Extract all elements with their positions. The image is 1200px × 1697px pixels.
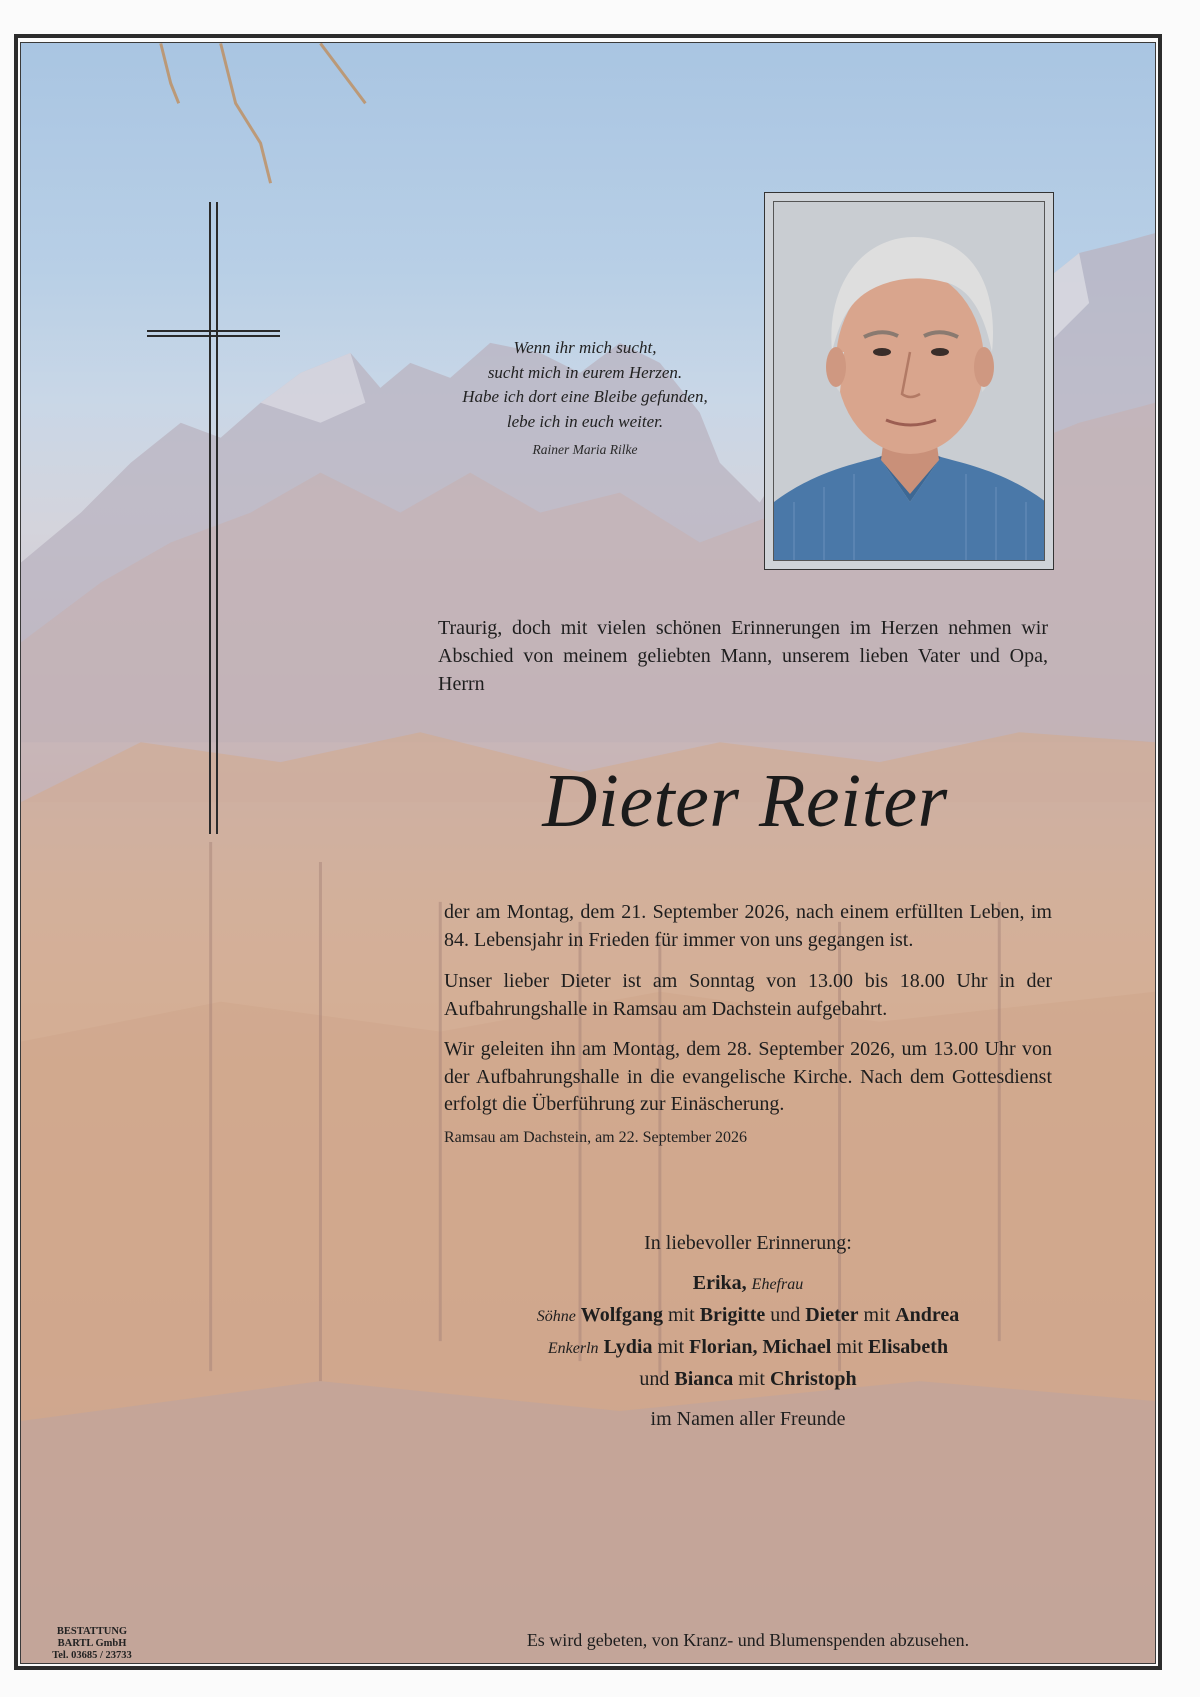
mourners-heading: In liebevoller Erinnerung: xyxy=(644,1232,852,1254)
son-partner: Brigitte xyxy=(699,1304,766,1326)
connector: und xyxy=(639,1368,670,1390)
cross-beam xyxy=(147,330,280,332)
portrait-photo xyxy=(773,201,1045,561)
mourner-sons xyxy=(444,1300,1052,1332)
portrait-illustration xyxy=(774,202,1045,561)
undertaker-imprint xyxy=(40,1626,144,1662)
poem-line: Habe ich dort eine Bleibe gefunden, xyxy=(462,387,708,406)
grandchild-partner: Christoph xyxy=(769,1368,857,1390)
grandchild-name: Lydia xyxy=(603,1336,653,1358)
mourner-grandchildren xyxy=(444,1332,1052,1364)
wife-relation: Ehefrau xyxy=(751,1276,804,1293)
portrait-frame xyxy=(764,192,1054,570)
connector: mit xyxy=(657,1336,685,1358)
poem-line: Wenn ihr mich sucht, xyxy=(513,338,657,357)
flower-donation-note: Es wird gebeten, von Kranz- und Blumenspenden abzusehen. xyxy=(526,1630,970,1650)
grandchild-name: Bianca xyxy=(674,1368,734,1390)
funeral-info: Wir geleiten ihn am Montag, dem 28. September 2026, um 13.00 Uhr von der Aufbahrungshalle in die evangelische Kirche. Nach dem Gottesdienst erfolgt die Überführung zur Einäscherung. xyxy=(444,1038,1052,1115)
son-partner: Andrea xyxy=(895,1304,960,1326)
memorial-poem xyxy=(420,336,750,434)
sons-relation: Söhne xyxy=(536,1308,576,1325)
mourners-block xyxy=(444,1228,1052,1434)
poem-line: lebe ich in euch weiter. xyxy=(506,411,664,431)
grandchild-partner: Elisabeth xyxy=(868,1336,949,1358)
connector: mit xyxy=(668,1304,695,1326)
intro-text: Traurig, doch mit vielen schönen Erinnerungen im Herzen nehmen wir Abschied von meinem geliebten Mann, unserem lieben Vater und Opa, Herrn xyxy=(438,617,1048,695)
connector: und xyxy=(770,1304,801,1326)
grandchild-name: Michael xyxy=(762,1336,832,1358)
grandchild-partner: Florian, xyxy=(689,1336,758,1358)
mourner-grandchildren-cont xyxy=(444,1364,1052,1394)
cross-beam-stroke xyxy=(147,335,280,337)
connector: mit xyxy=(738,1368,765,1390)
poem-author: Rainer Maria Rilke xyxy=(532,442,638,457)
mourner-wife xyxy=(444,1268,1052,1300)
son-name: Wolfgang xyxy=(580,1304,664,1326)
grandchildren-relation: Enkerln xyxy=(547,1340,599,1357)
place-and-date: Ramsau am Dachstein, am 22. September 2026 xyxy=(444,1129,748,1146)
cross-icon-stroke xyxy=(216,202,218,834)
undertaker-name: BARTL GmbH xyxy=(57,1638,127,1649)
wife-name: Erika, xyxy=(692,1272,747,1294)
son-name: Dieter xyxy=(805,1304,859,1326)
poem-line: sucht mich in eurem Herzen. xyxy=(487,362,683,382)
mourners-friends: im Namen aller Freunde xyxy=(650,1408,846,1430)
connector: mit xyxy=(836,1336,864,1358)
death-announcement: der am Montag, dem 21. September 2026, nach einem erfüllten Leben, im 84. Lebensjahr in Frieden für immer von uns gegangen ist. xyxy=(444,901,1052,951)
connector: mit xyxy=(863,1304,891,1326)
deceased-name: Dieter Reiter xyxy=(542,759,948,843)
cross-icon xyxy=(209,202,211,834)
viewing-info: Unser lieber Dieter ist am Sonntag von 13.00 bis 18.00 Uhr in der Aufbahrungshalle in Ramsau am Dachstein aufgebahrt. xyxy=(444,970,1052,1020)
undertaker-line: BESTATTUNG xyxy=(56,1626,128,1637)
undertaker-phone: Tel. 03685 / 23733 xyxy=(52,1650,132,1661)
